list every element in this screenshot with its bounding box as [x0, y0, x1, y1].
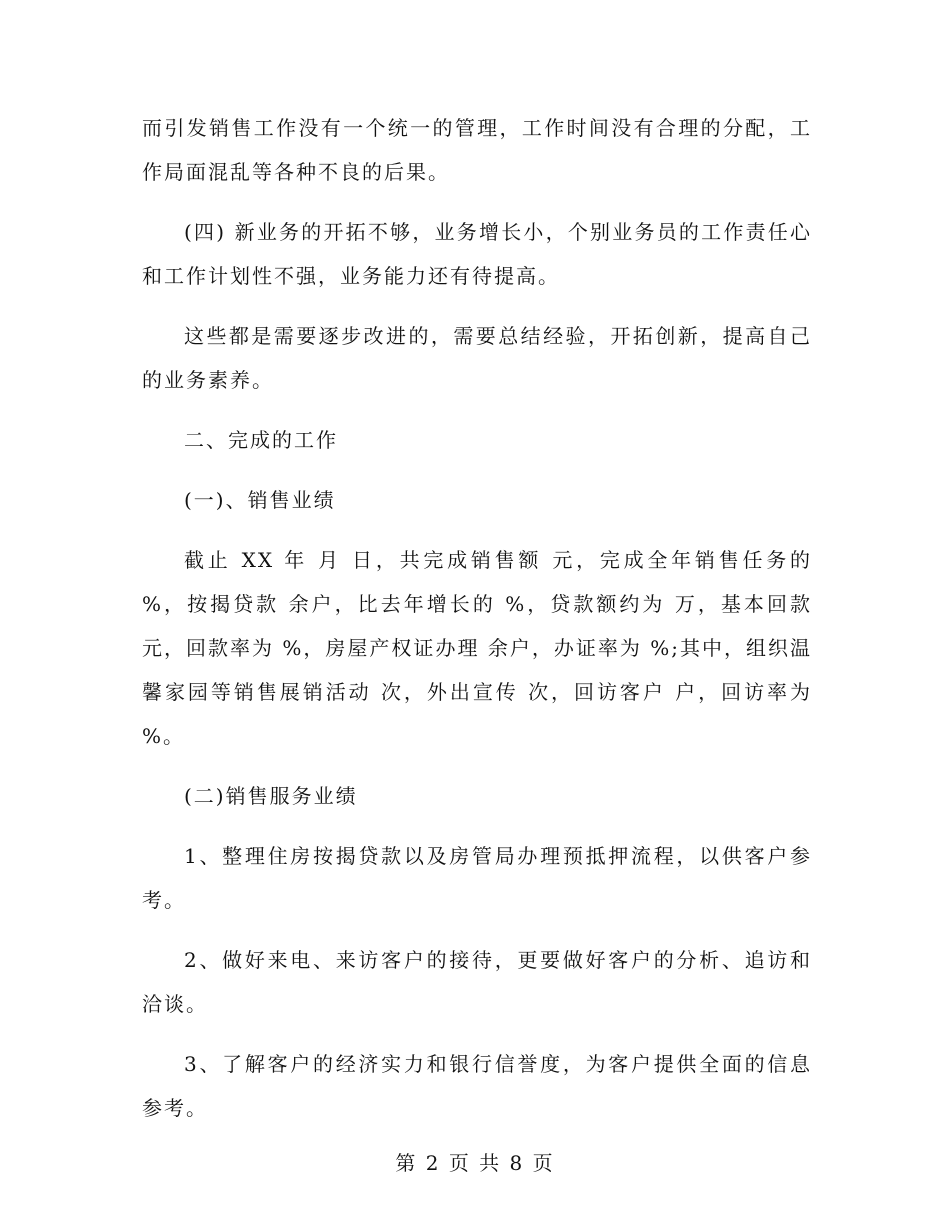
page-number-footer: 第 2 页 共 8 页 — [395, 1151, 555, 1175]
paragraph-issue-four: (四) 新业务的开拓不够，业务增长小，个别业务员的工作责任心和工作计划性不强，业务能力还有待提高。 — [142, 220, 812, 288]
subheading-service-performance: (二)销售服务业绩 — [184, 784, 358, 808]
list-item-1: 1、整理住房按揭贷款以及房管局办理预抵押流程，以供客户参考。 — [142, 844, 812, 912]
paragraph-sales-figures: 截止 XX 年 月 日，共完成销售额 元，完成全年销售任务的 %，按揭贷款 余户，比去年增长的 %，贷款额约为 万，基本回款 元，回款率为 %，房屋产权证办理 余户，办证率为 %;其中，组织温馨家园等销售展销活动 次，外出宣传 次，回访客户 户，回访率为 %。 — [142, 548, 812, 748]
document-body — [142, 106, 812, 1130]
subheading-sales-performance: (一)、销售业绩 — [184, 488, 336, 512]
list-item-3: 3、了解客户的经济实力和银行信誉度，为客户提供全面的信息参考。 — [142, 1052, 812, 1120]
paragraph-summary: 这些都是需要逐步改进的，需要总结经验，开拓创新，提高自己的业务素养。 — [142, 324, 812, 392]
list-item-2: 2、做好来电、来访客户的接待，更要做好客户的分析、追访和洽谈。 — [142, 948, 812, 1016]
paragraph-continuation: 而引发销售工作没有一个统一的管理，工作时间没有合理的分配，工作局面混乱等各种不良的后果。 — [142, 116, 812, 184]
section-heading-completed-work: 二、完成的工作 — [184, 428, 338, 452]
